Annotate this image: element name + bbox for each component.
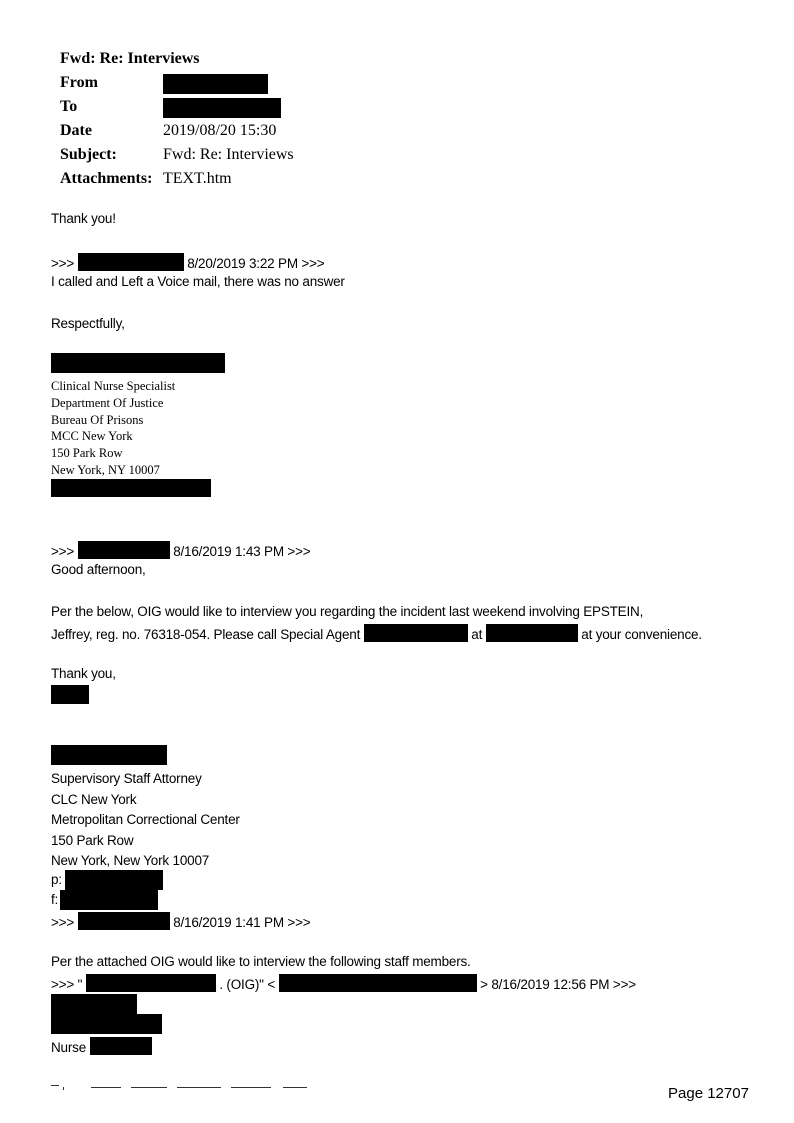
signature-line: 150 Park Row (51, 446, 123, 461)
voicemail-line: I called and Left a Voice mail, there was no answer (51, 274, 345, 289)
signature-block-2 (51, 769, 240, 872)
fax-label: f: (51, 892, 59, 907)
attachments-label: Attachments: (60, 170, 153, 187)
greeting-line: Good afternoon, (51, 562, 146, 577)
date-label: Date (60, 122, 92, 139)
signature-block-1 (51, 378, 175, 479)
quote-header-1: >>> 8/20/2019 3:22 PM >>> (51, 253, 324, 271)
staff-name-redaction (51, 1014, 162, 1034)
quote-header-2: >>> 8/16/2019 1:43 PM >>> (51, 541, 310, 559)
page-number: Page 12707 (668, 1085, 749, 1102)
signature-line: New York, NY 10007 (51, 462, 160, 477)
to-redaction (163, 98, 281, 118)
signature-line: Bureau Of Prisons (51, 412, 144, 427)
sender-name-redaction (51, 685, 89, 704)
signature-line: Department Of Justice (51, 395, 164, 410)
nurse-name-redaction (90, 1037, 152, 1055)
sender-name-redaction (86, 974, 216, 992)
from-redaction (163, 74, 268, 94)
signature-line: CLC New York (51, 791, 137, 807)
paragraph-line: Per the below, OIG would like to interview you regarding the incident last weekend involving EPSTEIN, (51, 604, 644, 619)
agent-name-redaction (364, 624, 468, 642)
signature-line: Supervisory Staff Attorney (51, 771, 202, 786)
sender-email-redaction (279, 974, 477, 992)
date-value: 2019/08/20 15:30 (163, 122, 277, 139)
agent-phone-redaction (486, 624, 578, 642)
attachments-value: TEXT.htm (163, 170, 232, 187)
phone-label: p: (51, 872, 62, 887)
fax-redaction (60, 890, 158, 910)
sender-redaction (78, 253, 184, 271)
respectfully-line: Respectfully, (51, 316, 125, 331)
thanks-line: Thank you! (51, 211, 116, 226)
signature-line: Clinical Nurse Specialist (51, 379, 176, 393)
signature-line: MCC New York (51, 429, 133, 444)
subject-label: Subject: (60, 146, 117, 163)
subject-value: Fwd: Re: Interviews (163, 146, 294, 163)
signature-line: Metropolitan Correctional Center (51, 812, 240, 828)
email-title: Fwd: Re: Interviews (60, 50, 200, 67)
paragraph-line: Jeffrey, reg. no. 76318-054. Please call Special Agent at at your convenience. (51, 624, 702, 642)
sender-redaction (78, 912, 170, 930)
signature-line: New York, New York 10007 (51, 853, 210, 869)
nurse-line: Nurse (51, 1037, 152, 1055)
sender-redaction (78, 541, 170, 559)
quote-header-3: >>> 8/16/2019 1:41 PM >>> (51, 912, 310, 930)
paragraph-line: Per the attached OIG would like to interview the following staff members. (51, 954, 471, 969)
signature-line: 150 Park Row (51, 832, 134, 848)
quote-header-4: >>> " . (OIG)" < > 8/16/2019 12:56 PM >>> (51, 974, 636, 992)
signature-name-redaction (51, 745, 167, 765)
truncated-text-line (51, 1085, 311, 1090)
staff-name-redaction (51, 994, 137, 1014)
to-label: To (60, 98, 78, 115)
signature-name-redaction (51, 353, 225, 373)
signature-contact-redaction (51, 479, 211, 497)
phone-redaction (65, 870, 163, 890)
from-label: From (60, 74, 98, 91)
thanks-line: Thank you, (51, 666, 116, 681)
